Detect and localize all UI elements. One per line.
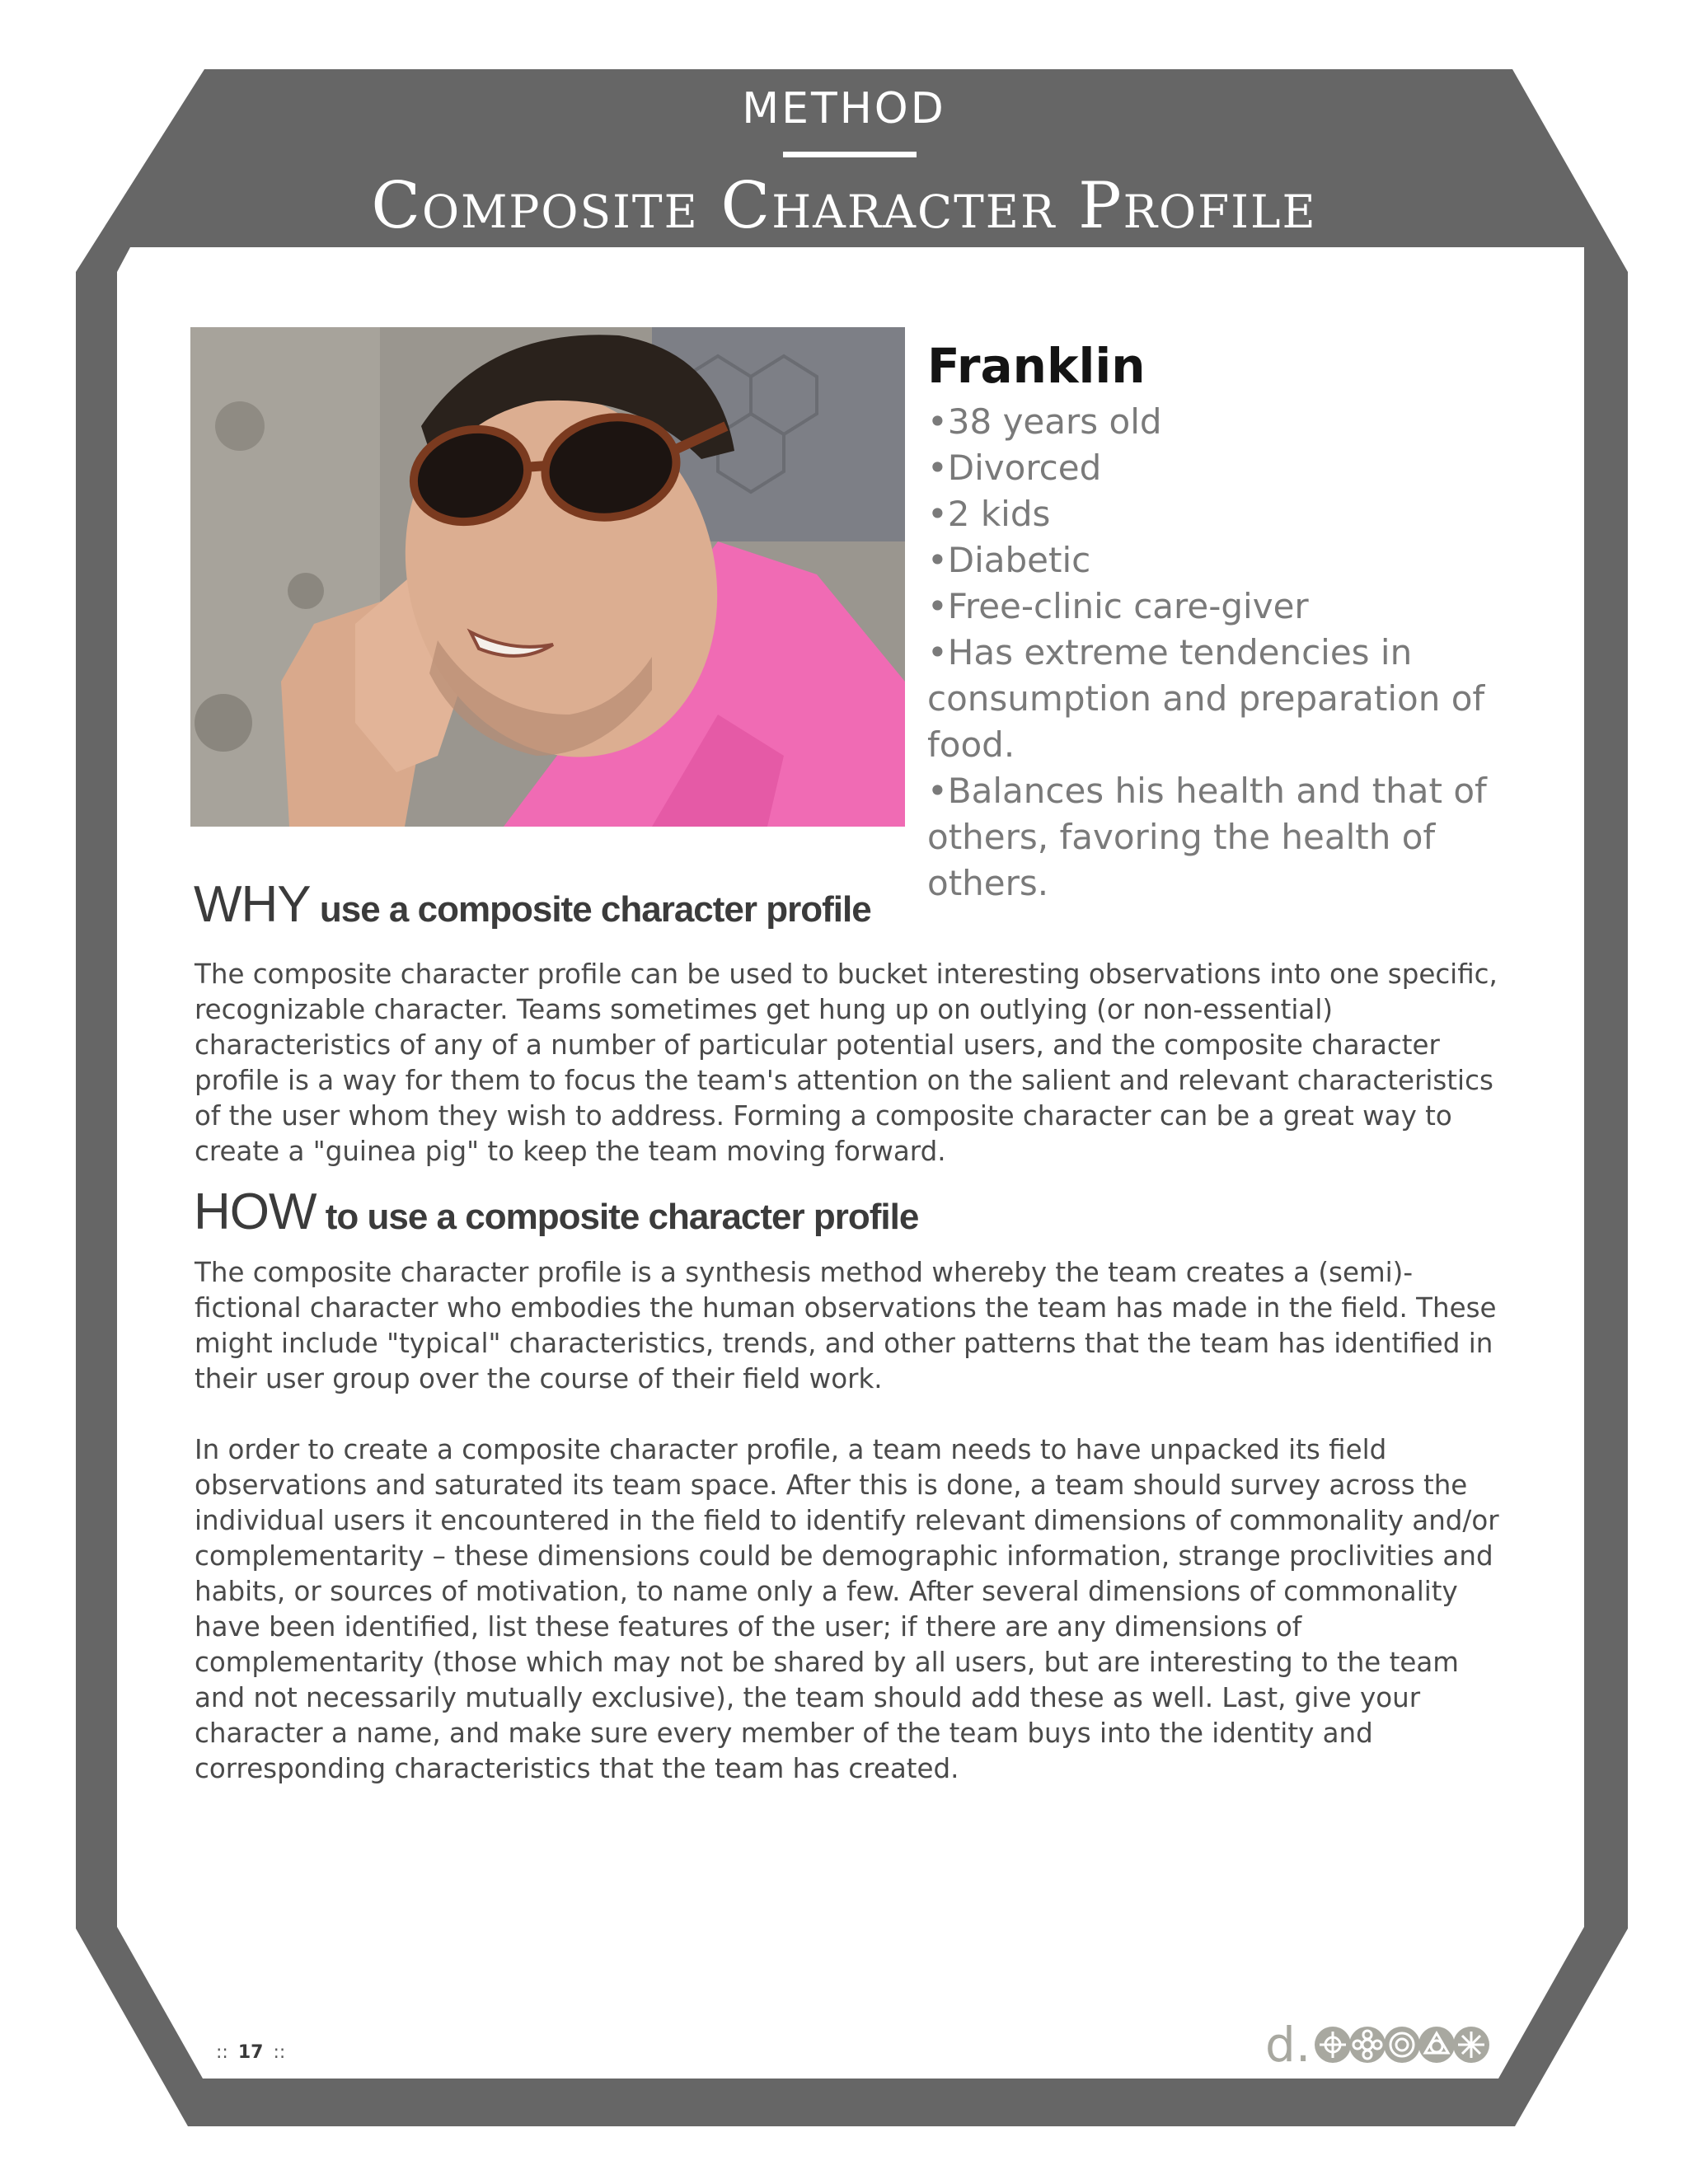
profile-photo [190,327,905,827]
page-number-value: 17 [237,2042,264,2063]
page-number-prefix: :: [216,2042,228,2063]
trait-item: •Balances his health and that of others, favoring the health of others. [927,771,1487,903]
header-divider [783,152,917,157]
trait-item: •Has extreme tendencies in consumption and preparation of food. [927,632,1485,765]
how-heading-lead: HOW [194,1183,316,1240]
how-paragraph-2: In order to create a composite character profile, a team needs to have unpacked its field observations and saturated its team space. After this is done, a team should survey across the individual users it encountered in the field to identify relevant dimensions of commonality and/or complementarity – these dimensions could be demographic information, strange proclivities and habits, or sources of motivation, to name only a few. After several dimensions of commonality have been identified, list these features of the user; if there are any dimensions of complementarity (those which may not be shared by all users, but are interesting to the team and not necessarily mutually exclusive), the team should add these as well. Last, give your character a name, and make sure every member of the team buys into the identity and corresponding characteristics that the team has created. [195,1434,1499,1784]
profile-traits [927,399,1554,907]
how-heading [194,1183,918,1241]
how-heading-rest: to use a composite character profile [316,1197,919,1237]
page-title: Composite Character Profile [371,169,1317,243]
section-label: METHOD [742,84,946,134]
how-paragraph-1: The composite character profile is a synthesis method whereby the team creates a (semi)-fictional character who embodies the human observations the team has made in the field. These might include "typical" characteristics, trends, and other patterns that the team has identified in their user group over the course of their field work. [195,1257,1497,1394]
why-paragraph: The composite character profile can be used to bucket interesting observations into one specific, recognizable character. Teams sometimes get hung up on outlying (or non-essential) characteristics of any of a number of particular potential users, and the composite character profile is a way for them to focus the team's attention on the salient and relevant characteristics of the user whom they wish to address. Forming a composite character can be a great way to create a "guinea pig" to keep the team moving forward. [195,958,1498,1167]
dschool-logo [1265,2015,1496,2073]
trait-item: •Divorced [927,448,1102,488]
trait-item: •Diabetic [927,540,1091,580]
page-number-suffix: :: [273,2042,286,2063]
profile-name: Franklin [927,338,1146,394]
trait-item: •38 years old [927,401,1162,442]
why-heading-lead: WHY [194,876,311,933]
logo-text: d. [1265,2017,1311,2073]
page-number [216,2042,285,2063]
trait-item: •Free-clinic care-giver [927,586,1309,626]
why-heading [194,875,871,934]
why-heading-rest: use a composite character profile [310,889,871,930]
trait-item: •2 kids [927,494,1051,534]
